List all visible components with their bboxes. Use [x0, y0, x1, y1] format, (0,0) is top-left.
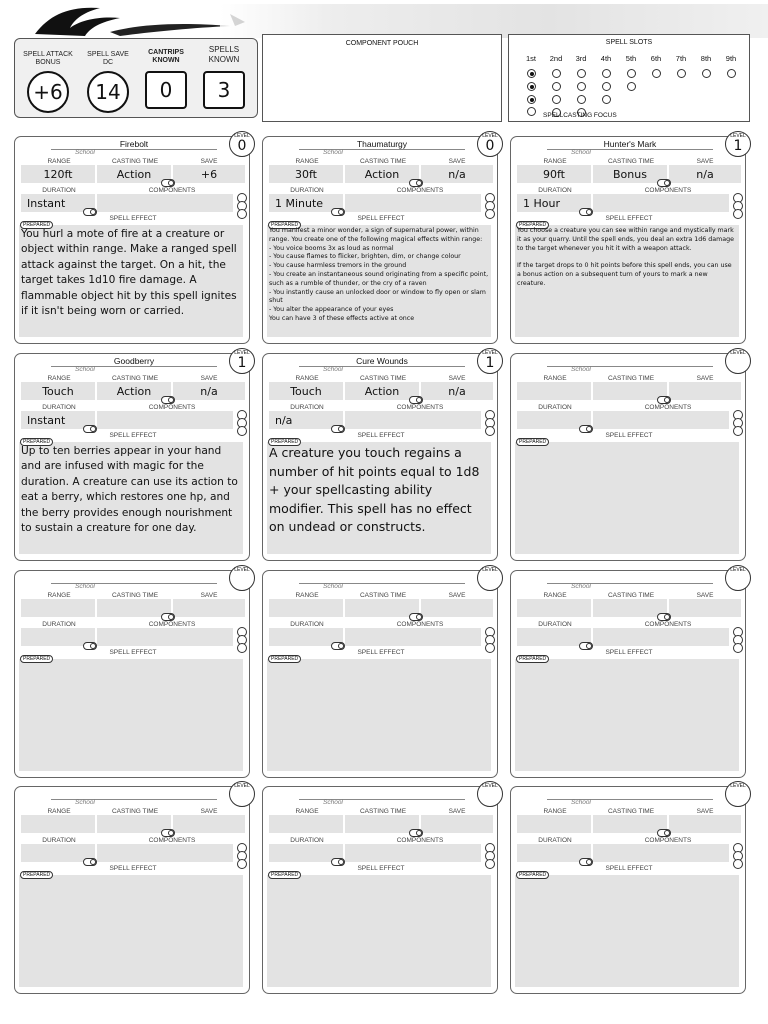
range-label: RANGE — [295, 158, 319, 165]
spell-effect-text: Up to ten berries appear in your hand and are infused with magic for the duration. A creature can use its action to eat a berry, which restores one hp, and the berry provides enough nourishment to sustain a creature for one day. — [21, 445, 238, 535]
spell-level-badge[interactable] — [229, 781, 255, 807]
range-label: RANGE — [543, 592, 567, 599]
components-label: COMPONENTS — [148, 404, 196, 411]
save-field[interactable] — [421, 815, 493, 833]
range-label: RANGE — [47, 808, 71, 815]
save-label: SAVE — [696, 808, 714, 815]
save-field[interactable]: n/a — [173, 382, 245, 400]
spell-effect-label: SPELL EFFECT — [357, 649, 405, 656]
attack-bonus-label: SPELL ATTACK BONUS — [23, 51, 73, 66]
components-field[interactable] — [593, 844, 729, 862]
slot-bubble[interactable] — [727, 69, 736, 78]
casting-time-label: CASTING TIME — [111, 158, 159, 165]
casting-time-label: CASTING TIME — [111, 375, 159, 382]
spell-level-badge[interactable] — [477, 781, 503, 807]
slot-bubble[interactable] — [677, 69, 686, 78]
range-field[interactable] — [517, 382, 591, 400]
spell-name[interactable]: Goodberry — [51, 356, 217, 367]
spell-card — [262, 567, 498, 778]
spell-effect-label: SPELL EFFECT — [109, 432, 157, 439]
cantrips-known-label: CANTRIPS KNOWN — [148, 49, 184, 64]
spell-level-badge[interactable] — [477, 131, 503, 157]
range-field[interactable]: Touch — [269, 382, 343, 400]
level-label: LEVEL — [482, 783, 498, 789]
save-label: SAVE — [448, 158, 466, 165]
spell-effect-box[interactable] — [515, 875, 739, 987]
school-label: School — [571, 366, 591, 373]
spell-slots — [508, 34, 750, 122]
components-label: COMPONENTS — [396, 404, 444, 411]
spell-effect-box[interactable] — [267, 659, 491, 771]
component-pouch[interactable] — [262, 34, 502, 122]
save-field[interactable] — [421, 599, 493, 617]
range-label: RANGE — [543, 375, 567, 382]
duration-field[interactable]: Instant — [21, 411, 95, 429]
duration-field[interactable]: Instant — [21, 194, 95, 212]
concentration-toggle[interactable] — [409, 179, 423, 187]
save-label: SAVE — [448, 375, 466, 382]
components-field[interactable] — [97, 628, 233, 646]
casting-time-label: CASTING TIME — [359, 158, 407, 165]
range-label: RANGE — [47, 375, 71, 382]
casting-time-field[interactable] — [97, 599, 171, 617]
concentration-toggle[interactable] — [161, 829, 175, 837]
spell-card — [510, 567, 746, 778]
components-label: COMPONENTS — [644, 187, 692, 194]
slot-level-label: 4th — [600, 54, 612, 63]
spell-name[interactable]: Hunter's Mark — [547, 139, 713, 150]
components-label: COMPONENTS — [148, 187, 196, 194]
concentration-toggle[interactable] — [409, 613, 423, 621]
spell-effect-box[interactable] — [515, 442, 739, 554]
duration-field[interactable]: 1 Hour — [517, 194, 591, 212]
spell-level-value: 1 — [237, 355, 247, 371]
duration-label: DURATION — [538, 404, 572, 411]
components-label: COMPONENTS — [396, 837, 444, 844]
casting-time-field[interactable]: Bonus — [593, 165, 667, 183]
spell-effect-text: You hurl a mote of fire at a creature or object within range. Make a ranged spell attack against the target. On a hit, the target takes 1d10 fire damage. A flammable object hit by this spell ignites if it isn't being worn or carried. — [21, 228, 237, 318]
casting-time-label: CASTING TIME — [607, 808, 655, 815]
spell-effect-box[interactable] — [19, 875, 243, 987]
spell-effect-label: SPELL EFFECT — [605, 432, 653, 439]
spell-card — [510, 783, 746, 994]
save-field[interactable] — [669, 599, 741, 617]
range-label: RANGE — [543, 808, 567, 815]
prepared-toggle[interactable]: PREPARED — [268, 438, 301, 446]
concentration-toggle[interactable] — [161, 179, 175, 187]
duration-label: DURATION — [538, 621, 572, 628]
school-label: School — [571, 583, 591, 590]
range-field[interactable] — [269, 599, 343, 617]
spell-level-value: 0 — [237, 138, 247, 154]
save-dc-label: SPELL SAVE DC — [87, 51, 129, 66]
casting-time-field[interactable]: Action — [97, 165, 171, 183]
level-label: LEVEL — [234, 133, 250, 139]
casting-time-field[interactable] — [593, 382, 667, 400]
slot-level-label: 8th — [700, 54, 712, 63]
level-label: LEVEL — [730, 567, 746, 573]
components-label: COMPONENTS — [396, 187, 444, 194]
spells-known-value[interactable]: 3 — [203, 71, 245, 109]
save-label: SAVE — [200, 158, 218, 165]
spell-effect-text: You manifest a minor wonder, a sign of supernatural power, within range. You create one of the following magical effects within range: - You voice booms 3x as loud as normal - You cause flames to flicker, brighten, dim, or change colour - You cause harmless tremors in the ground - You create an instantaneous sound originating from a specific point, such as a rumble of thunder, or the cry of a raven - You instantly cause an unlocked door or window to fly open or slam shut - You alter the appearance of your eyes You can have 3 of these effects active at once — [269, 227, 489, 322]
school-label: School — [75, 799, 95, 806]
range-label: RANGE — [295, 592, 319, 599]
slot-level-label: 3rd — [575, 54, 587, 63]
duration-field[interactable]: 1 Minute — [269, 194, 343, 212]
save-field[interactable] — [173, 599, 245, 617]
level-label: LEVEL — [234, 567, 250, 573]
spell-card — [262, 133, 498, 344]
slot-bubble[interactable] — [602, 69, 611, 78]
prepared-toggle[interactable]: PREPARED — [268, 221, 301, 229]
slot-bubble[interactable] — [527, 82, 536, 91]
prepared-toggle[interactable]: PREPARED — [20, 871, 53, 879]
save-label: SAVE — [448, 808, 466, 815]
component-pouch-title: COMPONENT POUCH — [345, 40, 419, 47]
casting-time-label: CASTING TIME — [607, 158, 655, 165]
components-label: COMPONENTS — [396, 621, 444, 628]
casting-time-label: CASTING TIME — [359, 375, 407, 382]
concentration-toggle[interactable] — [161, 396, 175, 404]
casting-time-label: CASTING TIME — [111, 592, 159, 599]
school-label: School — [323, 583, 343, 590]
components-field[interactable] — [97, 411, 233, 429]
concentration-toggle[interactable] — [657, 179, 671, 187]
level-label: LEVEL — [482, 350, 498, 356]
slot-bubble[interactable] — [527, 69, 536, 78]
components-label: COMPONENTS — [644, 837, 692, 844]
components-field[interactable] — [593, 411, 729, 429]
school-label: School — [323, 799, 343, 806]
level-label: LEVEL — [730, 783, 746, 789]
save-field[interactable]: n/a — [421, 382, 493, 400]
spell-slots-title: SPELL SLOTS — [605, 39, 653, 46]
duration-field[interactable]: n/a — [269, 411, 343, 429]
range-field[interactable]: 90ft — [517, 165, 591, 183]
prepared-toggle[interactable]: PREPARED — [268, 655, 301, 663]
casting-time-label: CASTING TIME — [607, 592, 655, 599]
slot-level-label: 2nd — [549, 54, 563, 63]
spell-level-badge[interactable] — [229, 565, 255, 591]
level-label: LEVEL — [234, 350, 250, 356]
prepared-toggle[interactable]: PREPARED — [516, 438, 549, 446]
spell-effect-box[interactable] — [515, 659, 739, 771]
save-field[interactable] — [669, 815, 741, 833]
slot-bubble[interactable] — [527, 107, 536, 116]
spell-level-value: 1 — [485, 355, 495, 371]
range-label: RANGE — [47, 592, 71, 599]
slot-level-label: 7th — [675, 54, 687, 63]
header-brush-banner — [220, 4, 768, 38]
slot-level-label: 5th — [625, 54, 637, 63]
spell-level-badge[interactable] — [725, 565, 751, 591]
spell-card — [14, 783, 250, 994]
slot-bubble[interactable] — [652, 69, 661, 78]
components-field[interactable] — [345, 628, 481, 646]
slot-bubble[interactable] — [602, 95, 611, 104]
school-label: School — [323, 366, 343, 373]
spellcasting-stats — [14, 38, 258, 118]
level-label: LEVEL — [234, 783, 250, 789]
casting-time-field[interactable] — [345, 815, 419, 833]
spellcasting-focus-label: SPELLCASTING FOCUS — [543, 112, 617, 119]
level-label: LEVEL — [482, 133, 498, 139]
duration-label: DURATION — [42, 837, 76, 844]
concentration-toggle[interactable] — [657, 396, 671, 404]
spell-level-badge[interactable] — [477, 348, 503, 374]
casting-time-field[interactable] — [97, 815, 171, 833]
spell-effect-box[interactable] — [19, 659, 243, 771]
casting-time-label: CASTING TIME — [359, 592, 407, 599]
casting-time-field[interactable]: Action — [345, 382, 419, 400]
school-label: School — [571, 799, 591, 806]
range-field[interactable] — [517, 599, 591, 617]
concentration-toggle[interactable] — [657, 613, 671, 621]
casting-time-field[interactable] — [593, 599, 667, 617]
concentration-toggle[interactable] — [409, 829, 423, 837]
save-field[interactable]: +6 — [173, 165, 245, 183]
components-field[interactable] — [97, 844, 233, 862]
prepared-toggle[interactable]: PREPARED — [20, 438, 53, 446]
level-label: LEVEL — [482, 567, 498, 573]
range-field[interactable]: Touch — [21, 382, 95, 400]
spell-effect-label: SPELL EFFECT — [605, 649, 653, 656]
casting-time-field[interactable]: Action — [97, 382, 171, 400]
spell-level-badge[interactable] — [477, 565, 503, 591]
school-label: School — [75, 149, 95, 156]
level-label: LEVEL — [730, 133, 746, 139]
components-field[interactable] — [345, 194, 481, 212]
slot-bubble[interactable] — [602, 82, 611, 91]
duration-label: DURATION — [538, 837, 572, 844]
duration-label: DURATION — [538, 187, 572, 194]
spell-effect-box[interactable] — [267, 875, 491, 987]
range-field[interactable] — [21, 815, 95, 833]
spell-effect-label: SPELL EFFECT — [357, 215, 405, 222]
duration-label: DURATION — [290, 621, 324, 628]
spell-level-badge[interactable] — [725, 131, 751, 157]
save-label: SAVE — [200, 808, 218, 815]
slot-bubble[interactable] — [577, 69, 586, 78]
range-field[interactable]: 30ft — [269, 165, 343, 183]
casting-time-field[interactable] — [345, 599, 419, 617]
save-label: SAVE — [200, 375, 218, 382]
slot-bubble[interactable] — [577, 82, 586, 91]
slot-level-label: 6th — [650, 54, 662, 63]
concentration-toggle[interactable] — [409, 396, 423, 404]
slot-bubble[interactable] — [552, 95, 561, 104]
duration-label: DURATION — [42, 187, 76, 194]
range-field[interactable] — [517, 815, 591, 833]
save-label: SAVE — [200, 592, 218, 599]
prepared-toggle[interactable]: PREPARED — [516, 221, 549, 229]
spell-level-badge[interactable] — [725, 781, 751, 807]
spell-effect-label: SPELL EFFECT — [109, 215, 157, 222]
components-label: COMPONENTS — [148, 837, 196, 844]
spell-card — [14, 133, 250, 344]
range-label: RANGE — [295, 808, 319, 815]
save-field[interactable]: n/a — [421, 165, 493, 183]
save-label: SAVE — [696, 375, 714, 382]
slot-level-label: 9th — [725, 54, 737, 63]
slot-bubble[interactable] — [702, 69, 711, 78]
duration-label: DURATION — [42, 621, 76, 628]
school-label: School — [571, 149, 591, 156]
spells-known-label: SPELLS KNOWN — [208, 45, 240, 64]
spell-card — [262, 783, 498, 994]
spell-card — [14, 350, 250, 561]
spell-effect-label: SPELL EFFECT — [357, 432, 405, 439]
slot-bubble[interactable] — [577, 95, 586, 104]
spell-name[interactable]: Thaumaturgy — [299, 139, 465, 150]
casting-time-label: CASTING TIME — [359, 808, 407, 815]
spell-name[interactable]: Cure Wounds — [299, 356, 465, 367]
school-label: School — [323, 149, 343, 156]
duration-label: DURATION — [290, 187, 324, 194]
spell-effect-text: A creature you touch regains a number of hit points equal to 1d8 + your spellcasting ability modifier. This spell has no effect on undead or constructs. — [269, 445, 480, 534]
cantrips-known-value[interactable]: 0 — [145, 71, 187, 109]
components-label: COMPONENTS — [148, 621, 196, 628]
level-label: LEVEL — [730, 350, 746, 356]
components-field[interactable] — [97, 194, 233, 212]
spell-level-value: 0 — [485, 138, 495, 154]
slot-bubble[interactable] — [552, 82, 561, 91]
spell-card — [14, 567, 250, 778]
prepared-toggle[interactable]: PREPARED — [20, 655, 53, 663]
range-field[interactable] — [21, 599, 95, 617]
slot-level-label: 1st — [525, 54, 536, 63]
prepared-toggle[interactable]: PREPARED — [516, 655, 549, 663]
save-dc-value[interactable]: 14 — [87, 71, 129, 113]
components-field[interactable] — [593, 194, 729, 212]
spell-card — [510, 350, 746, 561]
save-label: SAVE — [448, 592, 466, 599]
spell-effect-label: SPELL EFFECT — [605, 865, 653, 872]
range-label: RANGE — [543, 158, 567, 165]
casting-time-label: CASTING TIME — [111, 808, 159, 815]
spell-effect-text: You choose a creature you can see within range and mystically mark it as your quarry. Until the spell ends, you deal an extra 1d6 damage to the target whenever you hit it with a weapon attack. If the target drops to 0 hit points before this spell ends, you can use a bonus action on a subsequent turn of yours to mark a new creature. — [517, 227, 735, 287]
save-field[interactable] — [669, 382, 741, 400]
casting-time-label: CASTING TIME — [607, 375, 655, 382]
components-field[interactable] — [345, 844, 481, 862]
prepared-toggle[interactable]: PREPARED — [20, 221, 53, 229]
prepared-toggle[interactable]: PREPARED — [516, 871, 549, 879]
duration-label: DURATION — [290, 404, 324, 411]
prepared-toggle[interactable]: PREPARED — [268, 871, 301, 879]
save-field[interactable] — [173, 815, 245, 833]
spell-effect-label: SPELL EFFECT — [109, 865, 157, 872]
spell-level-badge[interactable] — [229, 348, 255, 374]
range-label: RANGE — [47, 158, 71, 165]
spell-effect-label: SPELL EFFECT — [109, 649, 157, 656]
duration-label: DURATION — [290, 837, 324, 844]
spell-card — [510, 133, 746, 344]
school-label: School — [75, 583, 95, 590]
range-field[interactable]: 120ft — [21, 165, 95, 183]
slot-bubble[interactable] — [527, 95, 536, 104]
components-field[interactable] — [593, 628, 729, 646]
spell-level-value: 1 — [733, 138, 743, 154]
slot-bubble[interactable] — [552, 69, 561, 78]
save-label: SAVE — [696, 592, 714, 599]
casting-time-field[interactable] — [593, 815, 667, 833]
concentration-toggle[interactable] — [657, 829, 671, 837]
school-label: School — [75, 366, 95, 373]
concentration-toggle[interactable] — [161, 613, 175, 621]
spell-effect-label: SPELL EFFECT — [605, 215, 653, 222]
range-field[interactable] — [269, 815, 343, 833]
spell-level-badge[interactable] — [229, 131, 255, 157]
slot-bubble[interactable] — [627, 69, 636, 78]
casting-time-field[interactable]: Action — [345, 165, 419, 183]
spell-effect-label: SPELL EFFECT — [357, 865, 405, 872]
spell-name[interactable]: Firebolt — [51, 139, 217, 150]
spell-card — [262, 350, 498, 561]
components-label: COMPONENTS — [644, 621, 692, 628]
components-label: COMPONENTS — [644, 404, 692, 411]
save-field[interactable]: n/a — [669, 165, 741, 183]
attack-bonus-value[interactable]: +6 — [27, 71, 69, 113]
spell-level-badge[interactable] — [725, 348, 751, 374]
range-label: RANGE — [295, 375, 319, 382]
slot-bubble[interactable] — [627, 82, 636, 91]
components-field[interactable] — [345, 411, 481, 429]
duration-label: DURATION — [42, 404, 76, 411]
save-label: SAVE — [696, 158, 714, 165]
